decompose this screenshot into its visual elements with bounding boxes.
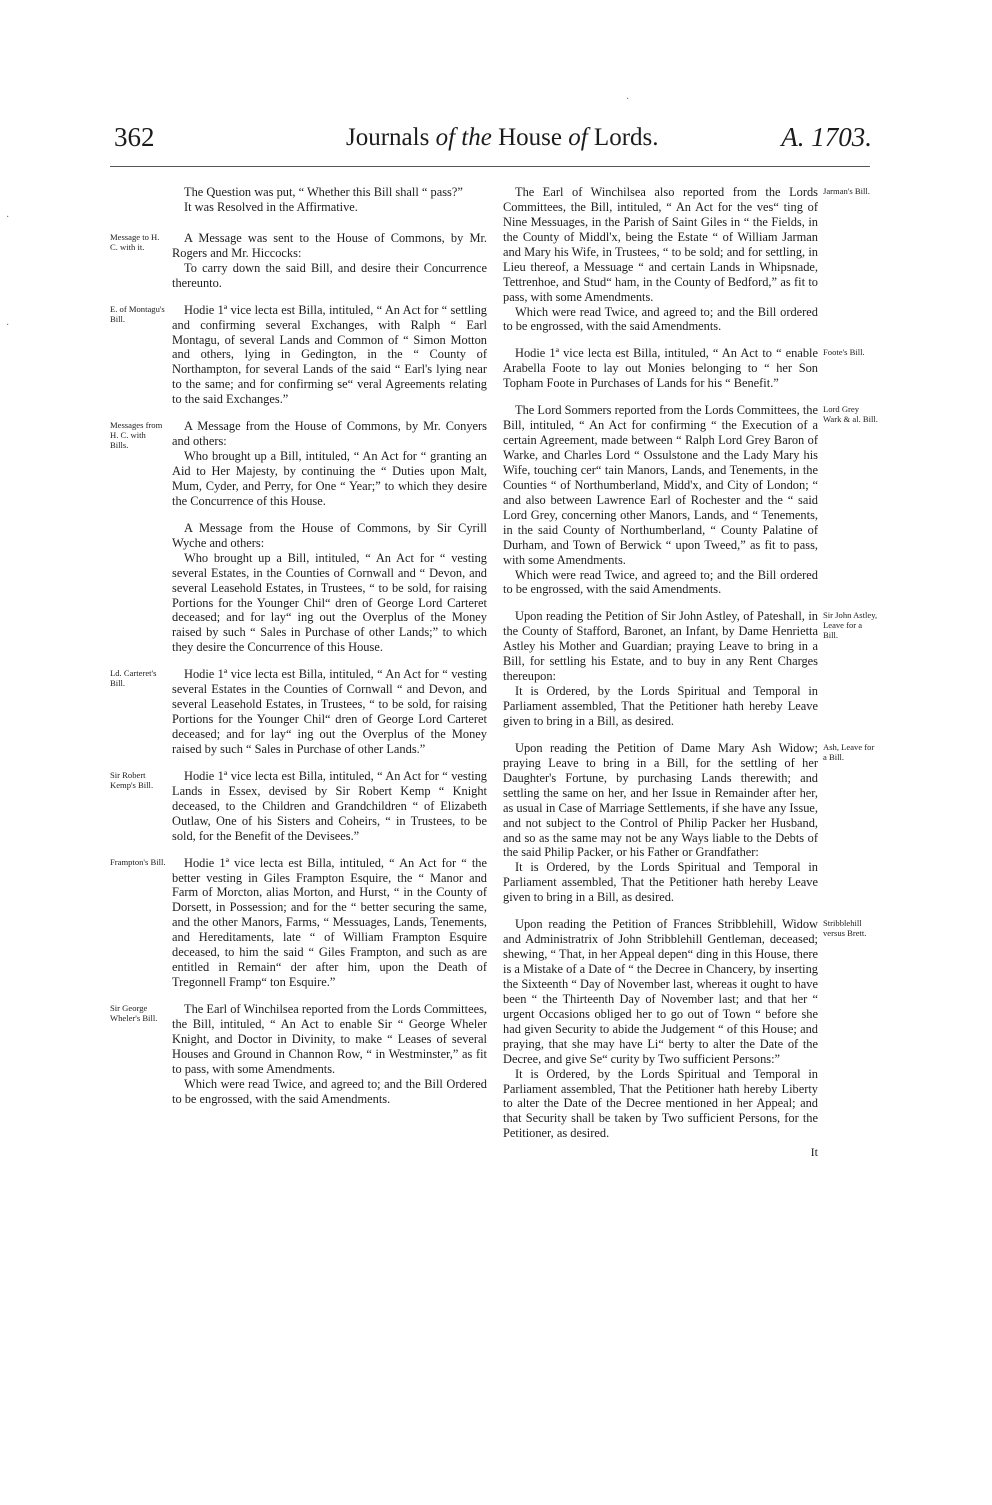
left-column: [110, 185, 487, 1119]
journal-title: Journals of the House of Lords.: [346, 124, 659, 151]
entry-astley-petition: [503, 609, 878, 729]
margin-note: Lord Grey Wark & al. Bill.: [823, 404, 878, 425]
paragraph: The Earl of Winchilsea reported from the Lords Committees, the Bill, intituled, “ An Act to enable Sir “ George Wheler Knight, and Doctor in Divinity, to make “ Leases of several Houses and Ground in Channon Row, “ in Westminster,” as fit to pass, with some Amendments.: [172, 1002, 487, 1076]
margin-mark: ·: [6, 320, 10, 331]
paragraph: Which were read Twice, and agreed to; and the Bill ordered to be engrossed, with the said Amendments.: [503, 304, 818, 334]
entry-messages-with-bills: [110, 419, 487, 655]
margin-note: Ash, Leave for a Bill.: [823, 741, 875, 762]
margin-mark: ·: [6, 212, 10, 223]
entry-jarman-bill: [503, 185, 870, 334]
paragraph: Hodie 1ª vice lecta est Billa, intituled, “ An Act to “ enable Arabella Foote to lay out Monies belonging to “ her Son Topham Foote in Purchases of Lands for his “ Benefit.”: [503, 346, 818, 391]
entry-wheler-bill: [110, 1002, 487, 1107]
entry-montagu-bill: [110, 302, 487, 408]
entry-question: [172, 185, 487, 215]
margin-note: Frampton's Bill.: [110, 856, 166, 867]
margin-mark: ·: [626, 94, 630, 105]
header-rule: [110, 166, 870, 167]
page-header: [110, 122, 870, 162]
paragraph: Who brought up a Bill, intituled, “ An Act for “ granting an Aid to Her Majesty, by continuing the “ Duties upon Malt, Mum, Cyder, and Perry, for One “ Year;” to which they desire the Concurrence of this House.: [172, 449, 487, 508]
paragraph: Hodie 1ª vice lecta est Billa, intituled, “ An Act for “ settling and confirming several Exchanges, with Ralph “ Earl Montagu, of several Lands and Common of “ Simon Motton and others, lying in Gedington, in the “ County of Northampton, for several Lands of the said “ Earl's lying near to the same; and for confirming se“ veral Agreements relating to the said Exchanges.”: [172, 302, 487, 407]
paragraph: A Message from the House of Commons, by Sir Cyrill Wyche and others:: [172, 520, 487, 550]
entry-stribblehill-petition: [503, 917, 867, 1159]
entry-message-to-commons: [110, 230, 487, 291]
entry-ash-petition: [503, 740, 875, 905]
entry-carteret-bill: [110, 667, 487, 757]
entry-frampton-bill: [110, 855, 487, 990]
right-column: [503, 185, 878, 1159]
page-year: A. 1703.: [781, 122, 872, 152]
paragraph: It is Ordered, by the Lords Spiritual and Temporal in Parliament assembled, That the Petitioner hath hereby Leave given to bring in a Bill, as desired.: [503, 684, 818, 728]
margin-note: Message to H. C. with it.: [110, 231, 160, 252]
paragraph: Upon reading the Petition of Dame Mary Ash Widow; praying Leave to bring in a Bill, for the settling of her Daughter's Fortune, by purchasing Lands therewith; and settling the same on her, and her Issue in Remainder after her, as usual in Case of Marriage Settlements, if she have any Issue, and not subject to the Control of Philip Packer her Husband, and so as the same may not be any Ways liable to the Debts of the said Philip Packer, or his Father or Grandfather:: [503, 740, 818, 860]
paragraph: Hodie 1ª vice lecta est Billa, intituled, “ An Act for “ vesting Lands in Essex, devised by Sir Robert Kemp “ Knight deceased, to the Children and Grandchildren “ of Elizabeth Outlaw, One of his Sisters and Coheirs, “ in Trustees, to be sold, for the Benefit of the Devisees.”: [172, 768, 487, 843]
entry-kemp-bill: [110, 768, 487, 844]
paragraph: Hodie 1ª vice lecta est Billa, intituled, “ An Act for “ vesting several Estates in the Counties of Cornwall “ and Devon, and several Leasehold Estates, in Trustees, “ to be sold, for raising Portions for the Younger Chil“ dren of George Lord Carteret deceased; and for lay“ ing out the Overplus of the Money raised by such “ Sales in Purchase of other Lands.”: [172, 667, 487, 756]
paragraph: The Question was put, “ Whether this Bill shall “ pass?”: [184, 185, 463, 199]
paragraph: A Message from the House of Commons, by Mr. Conyers and others:: [172, 419, 487, 449]
margin-note: Sir John Astley, Leave for a Bill.: [823, 610, 878, 641]
paragraph: Upon reading the Petition of Sir John Astley, of Pateshall, in the County of Stafford, Baronet, an Infant, by Dame Henrietta Astley his Mother and Guardian; praying Leave to bring in a Bill, for settling his Estate, and to buy in any Rent Charges thereupon:: [503, 609, 818, 684]
paragraph: Upon reading the Petition of Frances Stribblehill, Widow and Administratrix of John Stribblehill Gentleman, deceased; shewing, “ That, in her Appeal depen“ ding in this House, there is a Mistake of a Date of “ the Decree in Chancery, by inserting the Sixteenth “ Day of November last, whereas it ought to have been “ the Thirteenth Day of November last; and that her “ urgent Occasions obliged her to go out of Town “ before she had given Security to abide the Judgement “ of this House; and praying, that she may have Li“ berty to alter the Date of the Decree, and give Se“ curity by Two sufficient Persons:”: [503, 917, 818, 1066]
paragraph: Hodie 1ª vice lecta est Billa, intituled, “ An Act for “ the better vesting in Giles Frampton Esquire, the “ Manor and Farm of Morcton, alias Morton, and Hurst, “ in the County of Dorsett, in Possession; and for the “ better securing the same, and the other Manors, Farms, “ Messuages, Lands, Tenements, and Hereditaments, late “ of William Frampton Esquire deceased, to him the said “ Giles Frampton, and such as are entitled in Remain“ der after him, upon the Death of Tregonnell Framp“ ton Esquire.”: [172, 855, 487, 990]
paragraph: Which were read Twice, and agreed to; and the Bill Ordered to be engrossed, with the said Amendments.: [172, 1076, 487, 1106]
margin-note: E. of Montagu's Bill.: [110, 303, 165, 324]
paragraph: Who brought up a Bill, intituled, “ An Act for “ vesting several Estates, in the Counties of Cornwall and “ Devon, and several Leasehold Estates, in Trustees, “ to be sold, for raising Portions for the Younger Chil“ dren of George Lord Carteret deceased; and for lay“ ing out the Overplus of the Money raised by such “ Sales in Purchase of other Lands;” to which they desire the Concurrence of this House.: [172, 550, 487, 655]
paragraph: Which were read Twice, and agreed to; and the Bill ordered to be engrossed, with the said Amendments.: [503, 567, 818, 597]
paragraph: It is Ordered, by the Lords Spiritual and Temporal in Parliament assembled, That the Petitioner hath hereby Liberty to alter the Date of the Decree mentioned in her Appeal; and that Security shall be taken by Two sufficient Persons, for the Petitioner, as desired.: [503, 1066, 818, 1141]
entry-grey-bill: [503, 403, 878, 597]
margin-note: Sir George Wheler's Bill.: [110, 1003, 158, 1023]
margin-note: Jarman's Bill.: [823, 186, 870, 196]
paragraph: The Earl of Winchilsea also reported from the Lords Committees, the Bill, intituled, “ An Act for the ves“ ting of Nine Messuages, in the Parish of Saint Giles in “ the Fields, in the County of Middl'x, being the Estate “ of William Jarman and Mary his Wife, in Trustees, “ to be sold; and for settling, in Lieu thereof, a Messuage “ and certain Lands in Whipsnade, Tettrenhoe, and Stud“ ham, in the County of Bedford,” as fit to pass, with some Amendments.: [503, 185, 818, 304]
catchword: It: [810, 1144, 818, 1159]
paragraph: It is Ordered, by the Lords Spiritual and Temporal in Parliament assembled, That the Petitioner hath hereby Leave given to bring in a Bill, as desired.: [503, 860, 818, 905]
margin-note: Stribblehill versus Brett.: [823, 918, 867, 939]
margin-note: Foote's Bill.: [823, 347, 865, 358]
paragraph: It was Resolved in the Affirmative.: [184, 199, 358, 214]
paragraph: A Message was sent to the House of Commons, by Mr. Rogers and Mr. Hiccocks:: [172, 230, 487, 260]
margin-note: Ld. Carteret's Bill.: [110, 668, 157, 689]
margin-note: Messages from H. C. with Bills.: [110, 420, 163, 450]
margin-note: Sir Robert Kemp's Bill.: [110, 769, 154, 790]
paragraph: To carry down the said Bill, and desire their Concurrence thereunto.: [172, 260, 487, 290]
page-number: 362: [114, 122, 155, 152]
paragraph: The Lord Sommers reported from the Lords Committees, the Bill, intituled, “ An Act for confirming “ the Execution of a certain Agreement, made between “ Ralph Lord Grey Baron of Warke, and Charles Lord “ Ossulstone and the Lady Mary his Wife, touching cer“ tain Manors, Lands, and Tenements, in the Counties “ of Northumberland, Midd'x, and City of London; “ and also between Lawrence Earl of Rochester and the “ said Lord Grey, concerning other Manors, Lands, and “ Tenements, in the said County of Northumberland, “ County Palatine of Durham, and Town of Berwick “ upon Tweed,” as fit to pass, with some Amendments.: [503, 403, 818, 567]
entry-foote-bill: [503, 346, 865, 391]
